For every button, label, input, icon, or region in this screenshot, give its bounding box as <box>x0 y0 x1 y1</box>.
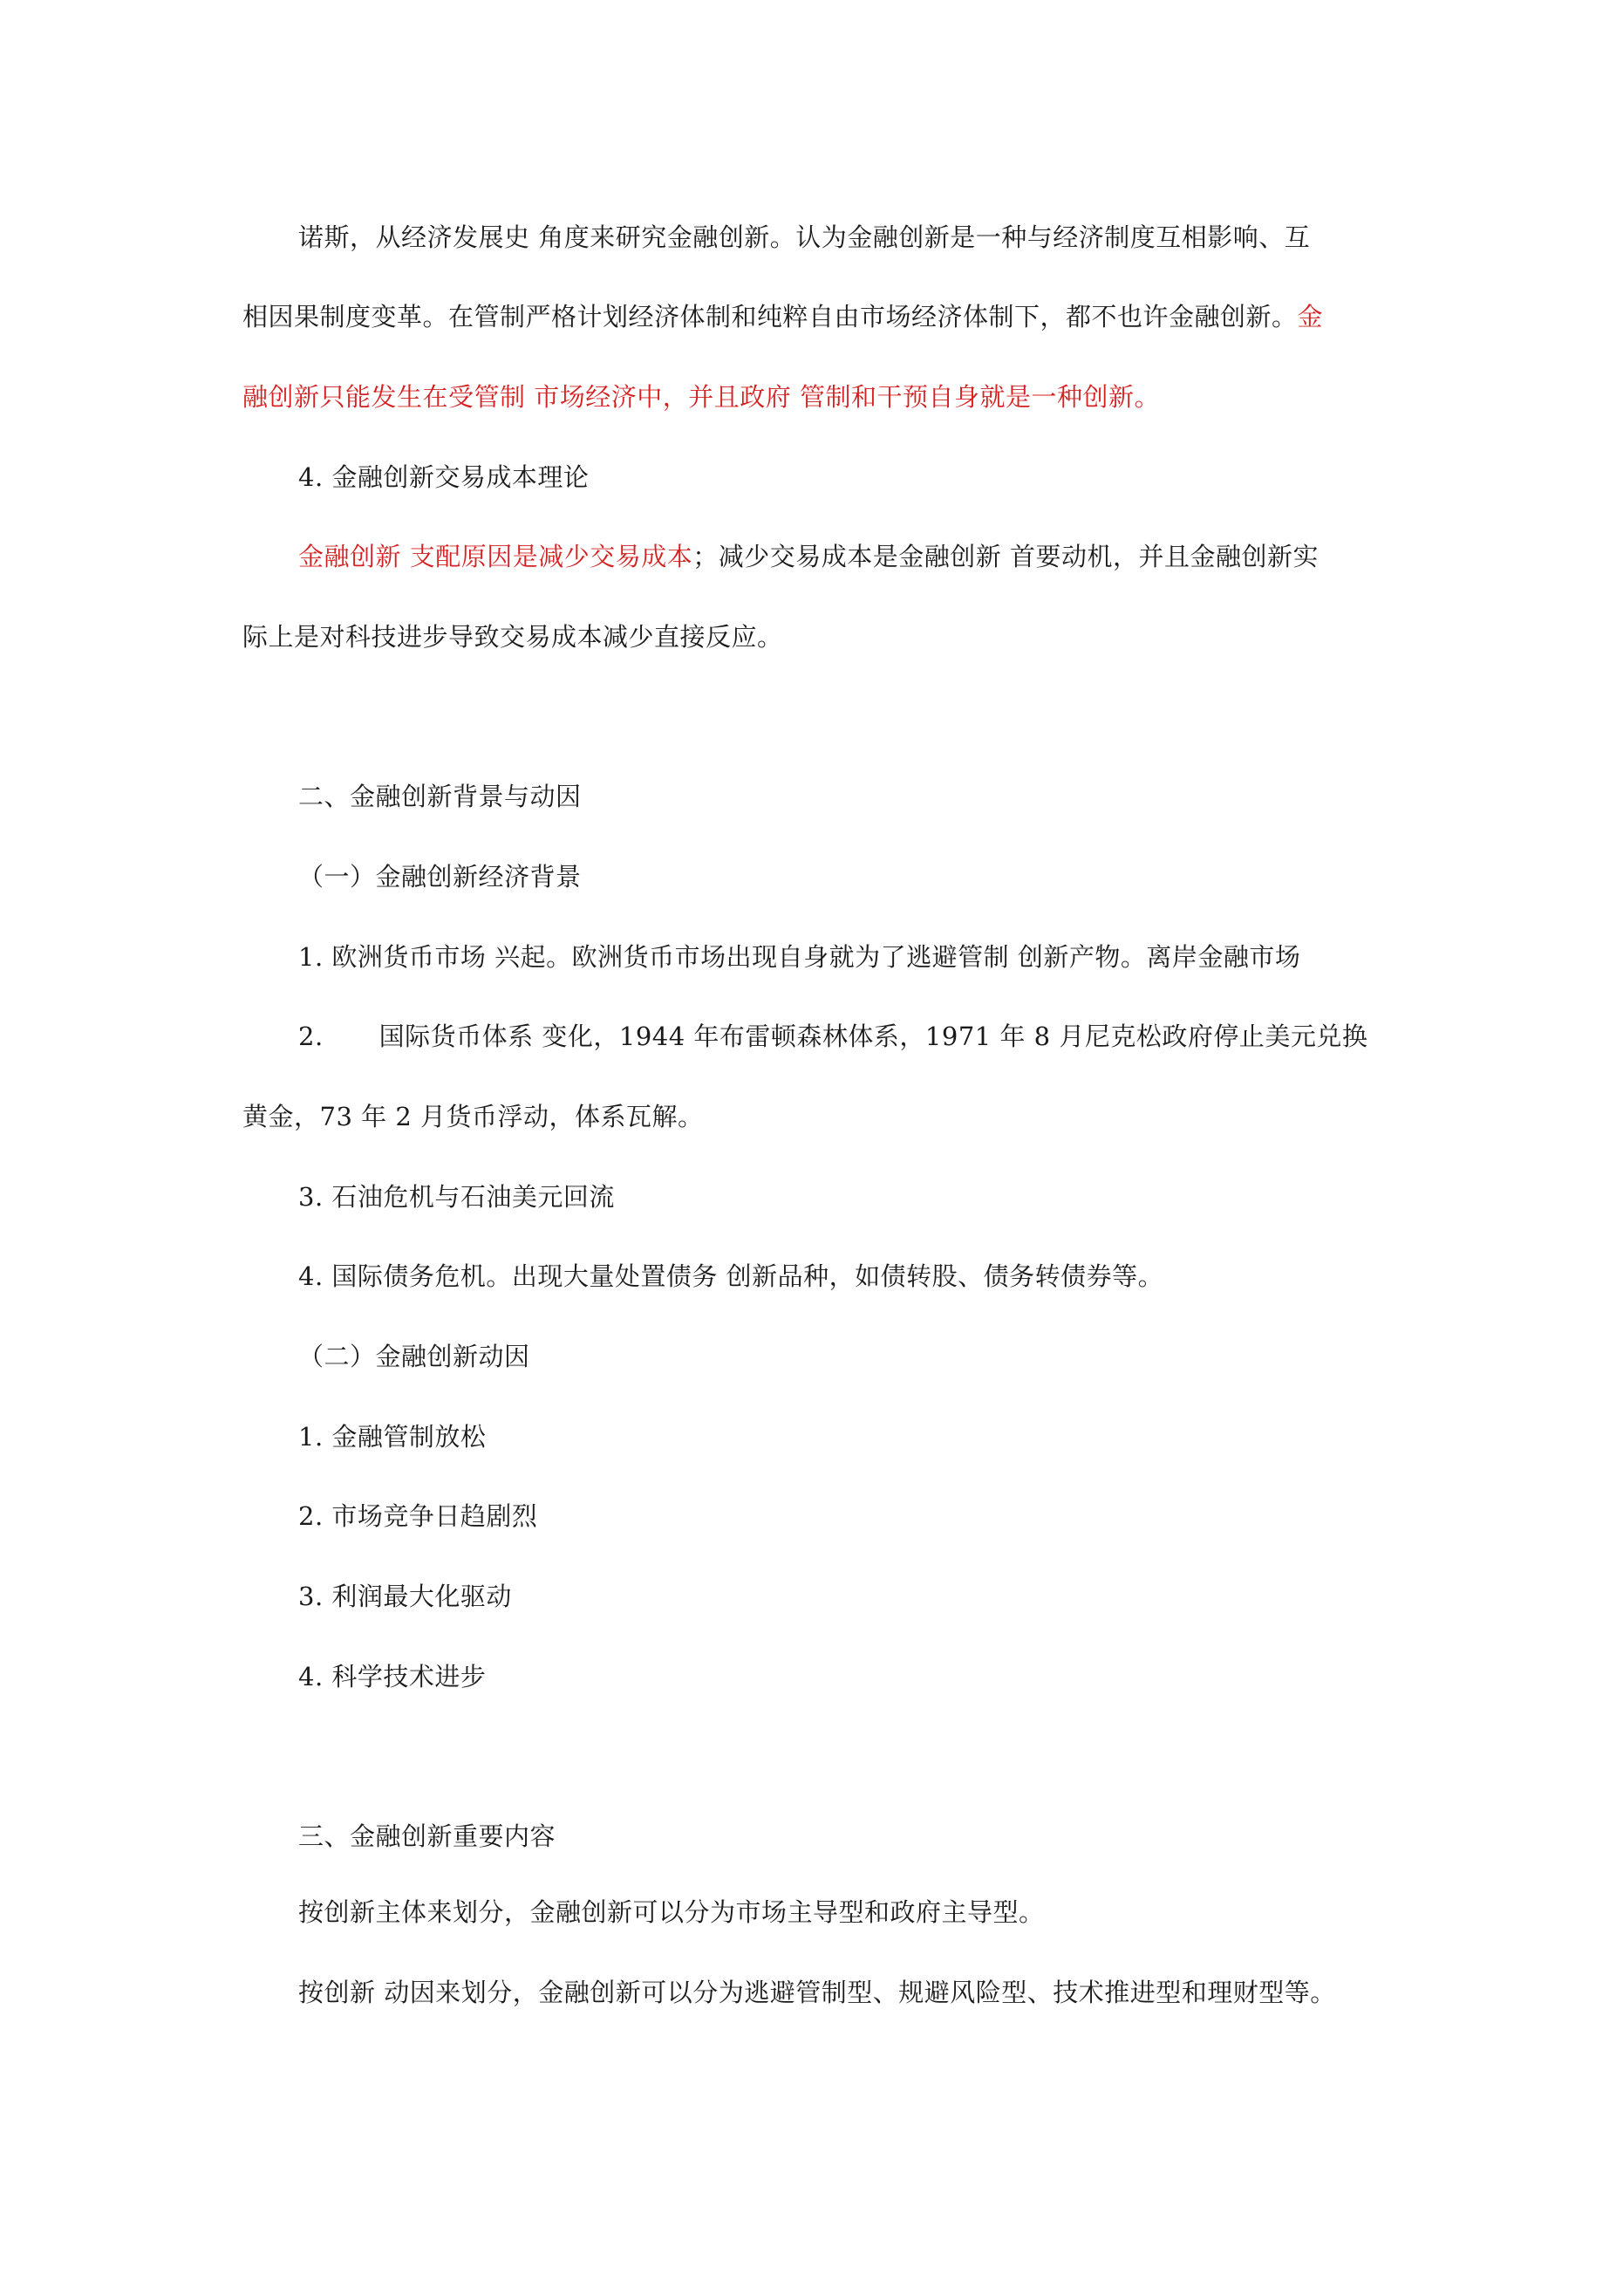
paragraph-north-line-2 <box>242 299 1394 334</box>
list-item-number: 2. <box>298 1022 324 1051</box>
paragraph-north-line-1 <box>298 220 1449 255</box>
subsection-1-heading <box>298 859 1449 894</box>
paragraph-text: 按创新 动因来划分，金融创新可以分为逃避管制型、规避风险型、技术推进型和理财型等。 <box>298 1978 1336 2007</box>
list-item-text: 国际货币体系 变化，1944 年布雷顿森林体系，1971 年 8 月尼克松政府停止美元兑换 <box>378 1022 1368 1051</box>
paragraph-text: 按创新主体来划分，金融创新可以分为市场主导型和政府主导型。 <box>298 1897 1045 1927</box>
paragraph-cost-line-2 <box>242 619 1394 654</box>
highlight-text: 融创新只能发生在受管制 市场经济中，并且政府 管制和干预自身就是一种创新。 <box>242 382 1160 412</box>
subsection-1-item-2-continuation <box>242 1099 1394 1134</box>
highlight-text: 金融创新 支配原因是减少交易成本 <box>298 542 693 571</box>
list-item-text: 4. 科学技术进步 <box>298 1662 487 1691</box>
section-3-paragraph-1 <box>298 1895 1449 1930</box>
subsection-1-item-1 <box>298 940 1449 974</box>
list-item-text: 3. 利润最大化驱动 <box>298 1582 512 1611</box>
text-segment: 际上是对科技进步导致交易成本减少直接反应。 <box>242 622 783 652</box>
subsection-2-item-3 <box>298 1579 1449 1614</box>
list-item-text: 3. 石油危机与石油美元回流 <box>298 1182 615 1212</box>
text-segment: 诺斯，从经济发展史 角度来研究金融创新。认为金融创新是一种与经济制度互相影响、互 <box>298 222 1311 252</box>
subsection-1-item-3 <box>298 1179 1449 1214</box>
heading-text: 三、金融创新重要内容 <box>298 1821 556 1851</box>
heading-text: 4. 金融创新交易成本理论 <box>298 462 590 492</box>
text-segment: 相因果制度变革。在管制严格计划经济体制和纯粹自由市场经济体制下，都不也许金融创新。 <box>242 302 1298 331</box>
subsection-2-item-4 <box>298 1659 1449 1694</box>
item-4-heading <box>298 460 1449 495</box>
heading-text: 二、金融创新背景与动因 <box>298 782 582 811</box>
list-item-text: 1. 欧洲货币市场 兴起。欧洲货币市场出现自身就为了逃避管制 创新产物。离岸金融市场 <box>298 942 1301 972</box>
highlight-text: 金 <box>1297 302 1324 331</box>
paragraph-north-line-3 <box>242 379 1394 414</box>
heading-text: （一）金融创新经济背景 <box>298 862 582 892</box>
subsection-2-item-1 <box>298 1419 1449 1454</box>
heading-text: （二）金融创新动因 <box>298 1342 530 1371</box>
section-3-heading <box>298 1819 1449 1854</box>
paragraph-cost-line-1 <box>298 539 1449 574</box>
subsection-1-item-2 <box>298 1019 1449 1054</box>
subsection-1-item-4 <box>298 1259 1449 1294</box>
list-item-text: 1. 金融管制放松 <box>298 1422 487 1452</box>
section-3-paragraph-2 <box>298 1975 1449 2010</box>
list-item-text: 4. 国际债务危机。出现大量处置债务 创新品种，如债转股、债务转债券等。 <box>298 1261 1164 1291</box>
section-2-heading <box>298 779 1449 814</box>
subsection-2-item-2 <box>298 1499 1449 1534</box>
subsection-2-heading <box>298 1339 1449 1374</box>
list-item-text: 黄金，73 年 2 月货币浮动，体系瓦解。 <box>242 1102 704 1131</box>
list-item-text: 2. 市场竞争日趋剧烈 <box>298 1501 538 1531</box>
text-segment: ；减少交易成本是金融创新 首要动机，并且金融创新实 <box>692 542 1319 571</box>
